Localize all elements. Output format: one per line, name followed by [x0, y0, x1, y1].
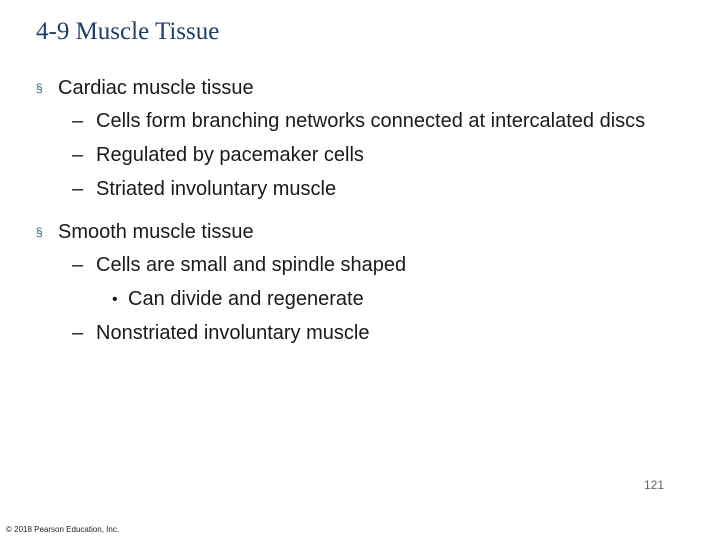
copyright-notice: © 2018 Pearson Education, Inc. — [6, 525, 120, 534]
bullet-smooth-muscle-tissue — [36, 218, 676, 246]
sub-bullet — [36, 319, 676, 348]
section-smooth — [36, 218, 676, 348]
bullet-label: Cardiac muscle tissue — [58, 77, 254, 99]
slide-content — [36, 74, 676, 362]
dash-bullet: – — [72, 322, 84, 344]
dot-bullet: • — [112, 291, 118, 308]
sub-bullet-label: Cells are small and spindle shaped — [96, 254, 407, 276]
dash-bullet: – — [72, 254, 84, 276]
section-cardiac — [36, 74, 676, 204]
dash-bullet: – — [72, 178, 84, 200]
dash-bullet: – — [72, 110, 84, 132]
sub-sub-bullet-label: Can divide and regenerate — [128, 288, 364, 310]
sub-bullet-label: Nonstriated involuntary muscle — [96, 322, 370, 344]
sub-bullet — [36, 141, 676, 170]
sub-sub-bullet — [36, 285, 676, 314]
bullet-label: Smooth muscle tissue — [58, 221, 254, 243]
square-bullet-icon: § — [36, 81, 43, 95]
sub-bullet-label: Regulated by pacemaker cells — [96, 144, 364, 166]
slide-title: 4-9 Muscle Tissue — [36, 18, 220, 45]
sub-bullet — [36, 107, 676, 136]
sub-bullet-label: Striated involuntary muscle — [96, 178, 337, 200]
square-bullet-icon: § — [36, 225, 43, 239]
dash-bullet: – — [72, 144, 84, 166]
sub-bullet — [36, 251, 676, 280]
page-number: 121 — [643, 478, 664, 492]
sub-bullet — [36, 175, 676, 204]
sub-bullet-label: Cells form branching networks connected at intercalated discs — [96, 110, 646, 132]
bullet-cardiac-muscle-tissue — [36, 74, 676, 102]
